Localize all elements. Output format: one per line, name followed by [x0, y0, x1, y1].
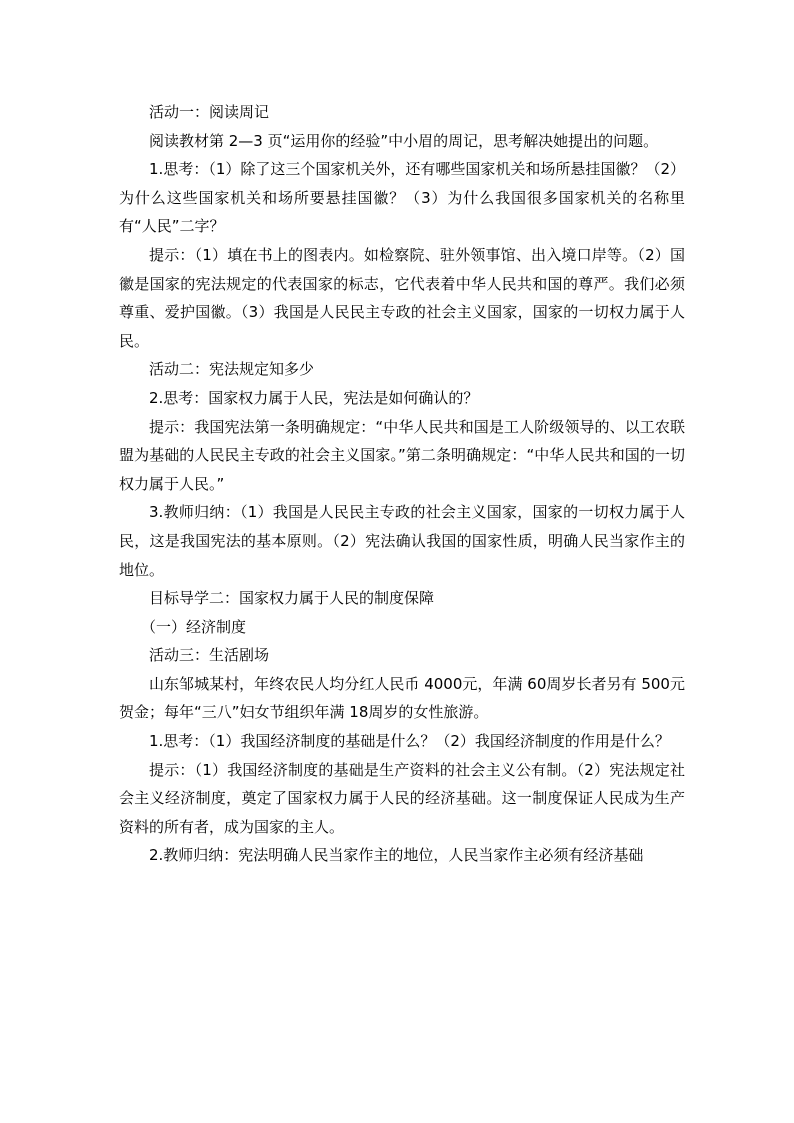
- question-two: 2.思考：国家权力属于人民，宪法是如何确认的？: [149, 388, 479, 407]
- document-body: [119, 98, 685, 870]
- case-description: 山东邹城某村，年终农民人均分红人民币 4000元，年满 60周岁长者另有 500元贺金；每年“三八”妇女节组织年满 18周岁的女性旅游。: [119, 674, 685, 722]
- question-one: 1.思考：（1）除了这三个国家机关外，还有哪些国家机关和场所悬挂国徽？（2）为什么这些国家机关和场所要悬挂国徽？（3）为什么我国很多国家机关的名称里有“人民”二字？: [119, 160, 685, 236]
- teacher-summary-two: 2.教师归纳：宪法明确人民当家作主的地位，人民当家作主必须有经济基础: [149, 846, 644, 865]
- goal-two-heading: 目标导学二：国家权力属于人民的制度保障: [149, 589, 435, 608]
- hint-one: 提示：（1）填在书上的图表内。如检察院、驻外领事馆、出入境口岸等。（2）国徽是国家的宪法规定的代表国家的标志，它代表着中华人民共和国的尊严。我们必须尊重、爱护国徽。（3）我国是人民民主专政的社会主义国家，国家的一切权力属于人民。: [119, 245, 685, 350]
- hint-three: 提示：（1）我国经济制度的基础是生产资料的社会主义公有制。（2）宪法规定社会主义经济制度，奠定了国家权力属于人民的经济基础。这一制度保证人民成为生产资料的所有者，成为国家的主人。: [119, 760, 685, 836]
- section-economic-system: （一）经济制度: [141, 617, 247, 636]
- activity-three-heading: 活动三：生活剧场: [149, 646, 270, 665]
- activity-two-heading: 活动二：宪法规定知多少: [149, 360, 315, 379]
- activity-one-heading: 活动一：阅读周记: [149, 103, 270, 121]
- question-three: 1.思考：（1）我国经济制度的基础是什么？（2）我国经济制度的作用是什么？: [149, 732, 670, 751]
- reading-instruction: 阅读教材第 2—3 页“运用你的经验”中小眉的周记，思考解决她提出的问题。: [149, 131, 659, 150]
- teacher-summary-one: 3.教师归纳：（1）我国是人民民主专政的社会主义国家，国家的一切权力属于人民，这是我国宪法的基本原则。（2）宪法确认我国的国家性质，明确人民当家作主的地位。: [119, 503, 685, 579]
- hint-two: 提示：我国宪法第一条明确规定：“中华人民共和国是工人阶级领导的、以工农联盟为基础的人民民主专政的社会主义国家。”第二条明确规定：“中华人民共和国的一切权力属于人民。”: [119, 417, 685, 493]
